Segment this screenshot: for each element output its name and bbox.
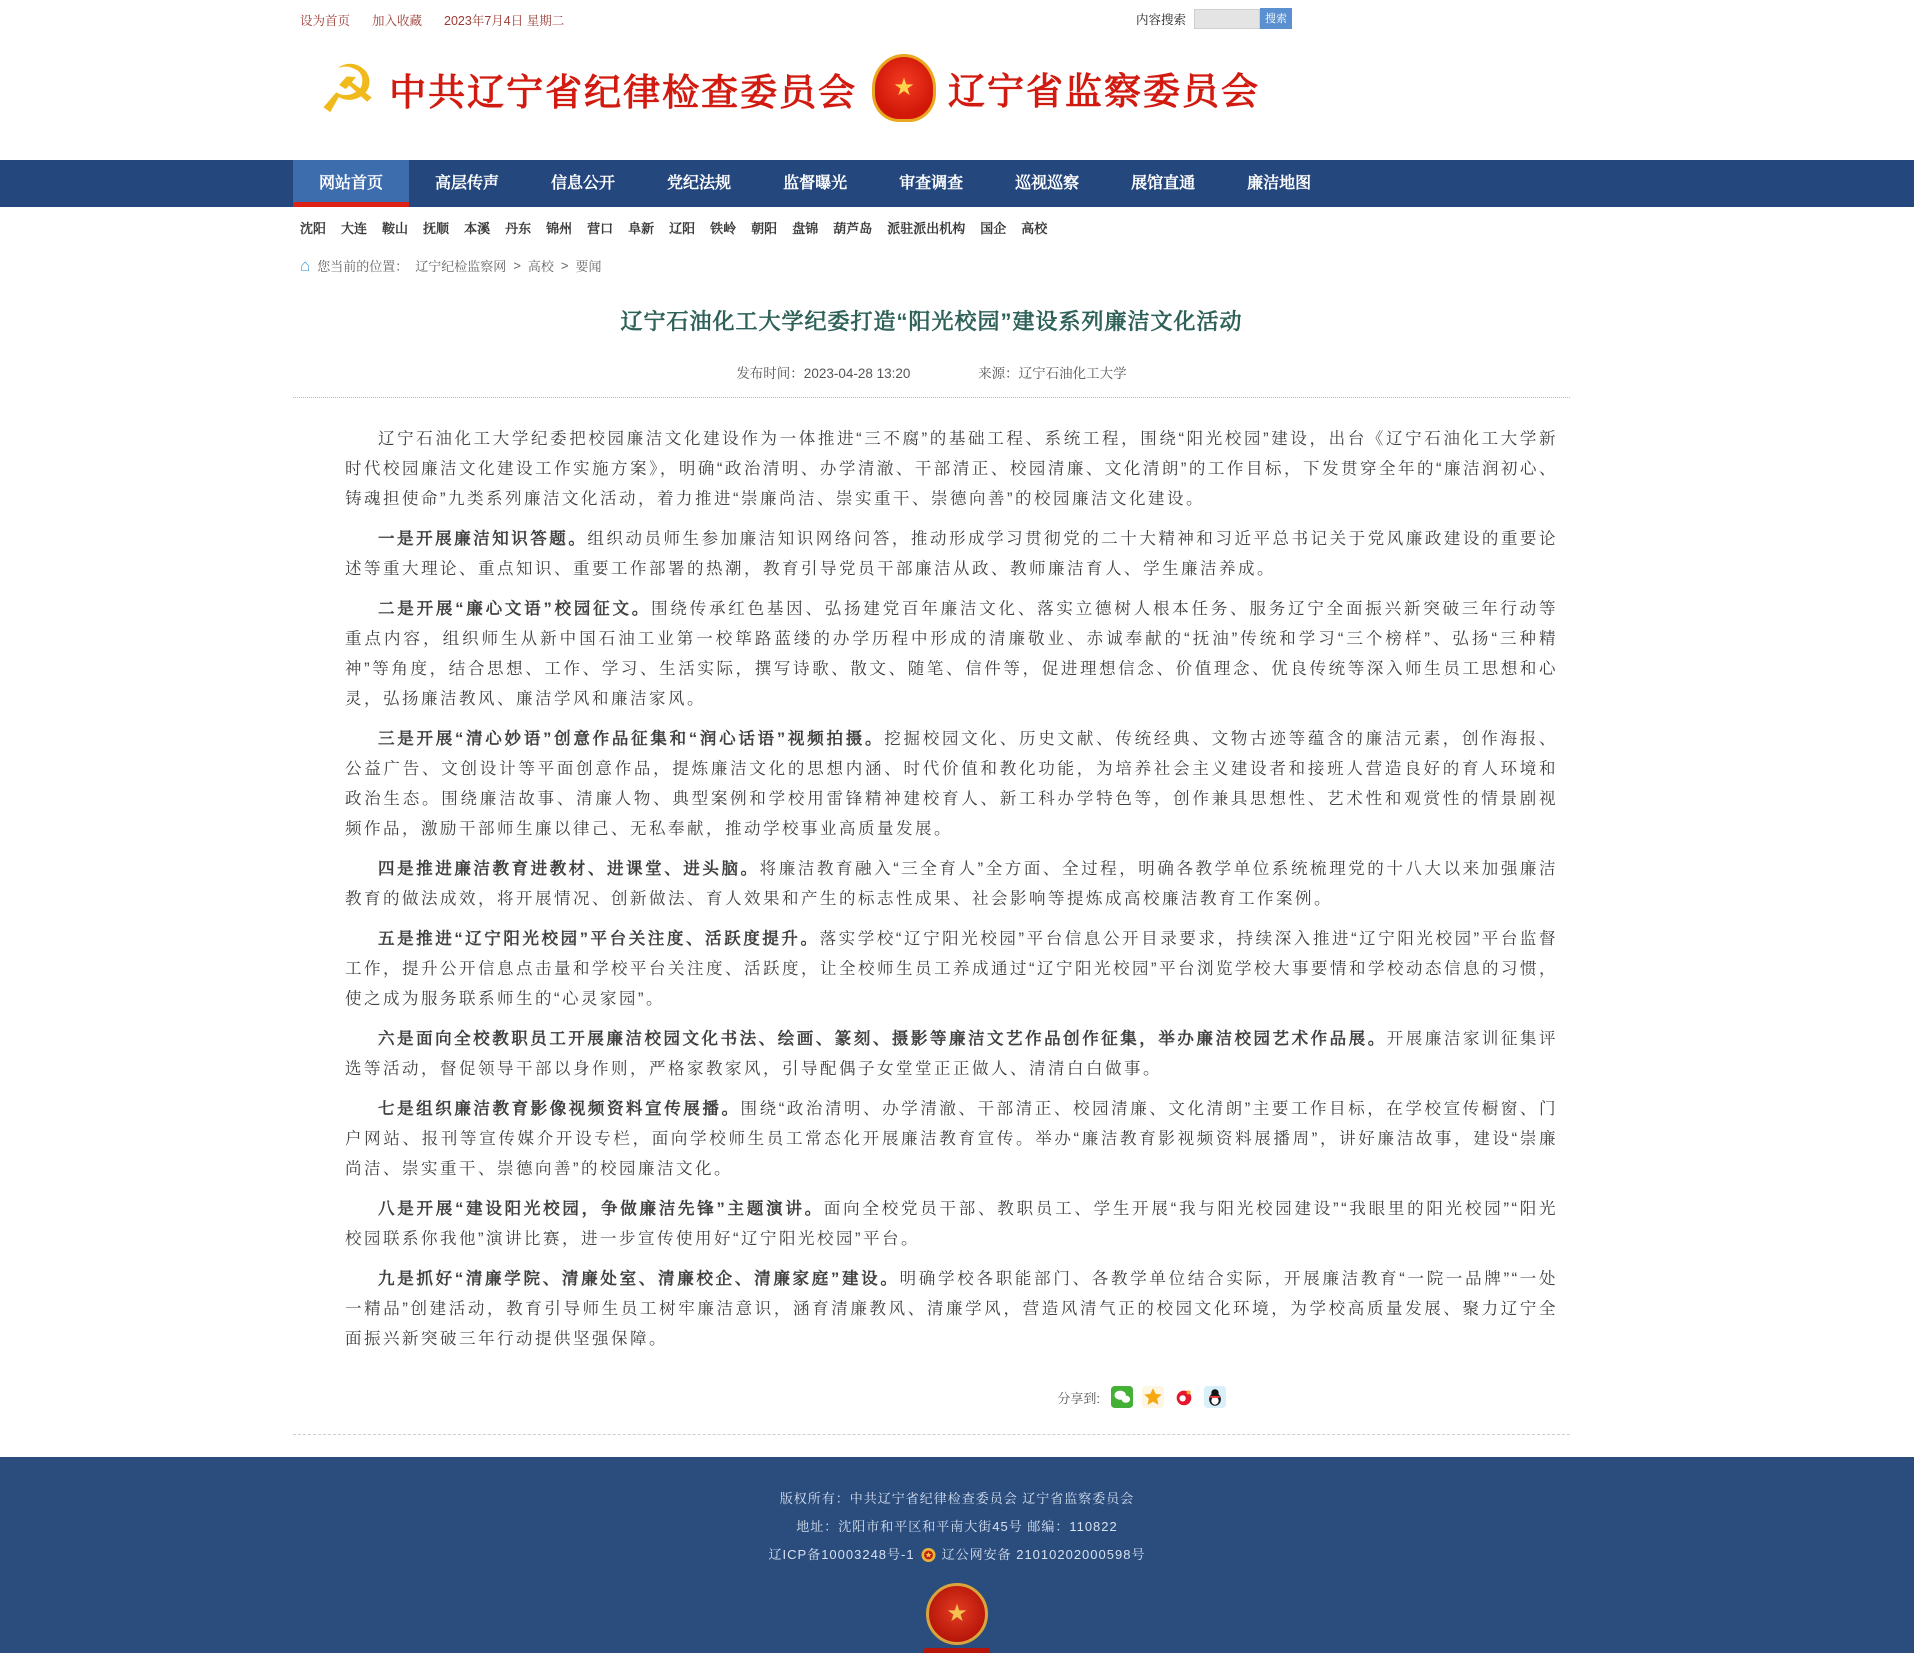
main-nav xyxy=(0,160,1914,207)
add-favorite-link[interactable]: 加入收藏 xyxy=(372,14,423,28)
footer-copyright: 版权所有：中共辽宁省纪律检查委员会 辽宁省监察委员会 xyxy=(779,1491,1135,1506)
search-button[interactable]: 搜索 xyxy=(1260,8,1292,29)
article-source: 来源：辽宁石油化工大学 xyxy=(978,366,1127,381)
article-container xyxy=(293,275,1570,1408)
police-filing-link[interactable]: 辽公网安备 21010202000598号 xyxy=(941,1547,1146,1562)
city-link[interactable]: 葫芦岛 xyxy=(833,221,873,236)
article-paragraph: 五是推进“辽宁阳光校园”平台关注度、活跃度提升。落实学校“辽宁阳光校园”平台信息公开目录要求，持续深入推进“辽宁阳光校园”平台监督工作，提升公开信息点击量和学校平台关注度、活跃度，让全校师生员工养成通过“辽宁阳光校园”平台浏览学校大事要情和学校动态信息的习惯，使之成为服务联系师生的“心灵家园”。 xyxy=(345,930,1559,1008)
nav-item[interactable]: 展馆直通 xyxy=(1131,175,1196,192)
city-link[interactable]: 国企 xyxy=(980,221,1007,236)
search-input[interactable] xyxy=(1194,9,1260,29)
publish-time: 发布时间：2023-04-28 13:20 xyxy=(736,366,911,381)
city-link[interactable]: 丹东 xyxy=(505,221,532,236)
breadcrumb-site-link[interactable]: 辽宁纪检监察网 xyxy=(415,259,507,274)
city-link[interactable]: 鞍山 xyxy=(382,221,409,236)
city-link[interactable]: 辽阳 xyxy=(669,221,696,236)
city-link[interactable]: 阜新 xyxy=(628,221,655,236)
article-body xyxy=(293,398,1570,1354)
supervisory-commission-title: 辽宁省监察委员会 xyxy=(948,71,1260,112)
breadcrumb-separator: > xyxy=(513,258,521,273)
police-badge-icon xyxy=(921,1547,936,1563)
breadcrumb xyxy=(300,256,1914,275)
share-label: 分享到: xyxy=(1057,1390,1100,1406)
set-home-link[interactable]: 设为首页 xyxy=(300,14,351,28)
party-emblem-icon: ☭ xyxy=(318,52,378,126)
nav-item[interactable]: 监督曝光 xyxy=(783,175,848,192)
city-link[interactable]: 营口 xyxy=(587,221,614,236)
search-label: 内容搜索 xyxy=(1136,12,1187,27)
national-emblem-icon: ★ xyxy=(872,54,936,122)
weibo-share-icon[interactable] xyxy=(1173,1386,1195,1408)
article-paragraph: 二是开展“廉心文语”校园征文。围绕传承红色基因、弘扬建党百年廉洁文化、落实立德树人根本任务、服务辽宁全面振兴新突破三年行动等重点内容，组织师生从新中国石油工业第一校筚路蓝缕的办学历程中形成的清廉敬业、赤诚奉献的“抚油”传统和学习“三个榜样”、弘扬“三种精神”等角度，结合思想、工作、学习、生活实际，撰写诗歌、散文、随笔、信件等，促进理想信念、价值理念、优良传统等深入师生员工思想和心灵，弘扬廉洁教风、廉洁学风和廉洁家风。 xyxy=(345,600,1559,708)
nav-item[interactable]: 信息公开 xyxy=(551,175,616,192)
discipline-commission-title: 中共辽宁省纪律检查委员会 xyxy=(389,72,858,113)
city-link[interactable]: 派驻派出机构 xyxy=(887,221,966,236)
nav-item[interactable]: 党纪法规 xyxy=(667,175,732,192)
current-date: 2023年7月4日 星期二 xyxy=(444,14,565,28)
article-paragraph: 三是开展“清心妙语”创意作品征集和“润心话语”视频拍摄。挖掘校园文化、历史文献、传统经典、文物古迹等蕴含的廉洁元素，创作海报、公益广告、文创设计等平面创意作品，提炼廉洁文化的思想内涵、时代价值和教化功能，为培养社会主义建设者和接班人营造良好的育人环境和政治生态。围绕廉洁故事、清廉人物、典型案例和学校用雷锋精神建校育人、新工科办学特色等，创作兼具思想性、艺术性和观赏性的情景剧视频作品，激励干部师生廉以律己、无私奉献，推动学校事业高质量发展。 xyxy=(345,730,1559,838)
article-paragraph: 八是开展“建设阳光校园，争做廉洁先锋”主题演讲。面向全校党员干部、教职员工、学生开展“我与阳光校园建设”“我眼里的阳光校园”“阳光校园联系你我他”演讲比赛，进一步宣传使用好“辽宁阳光校园”平台。 xyxy=(345,1200,1559,1248)
nav-item[interactable]: 廉洁地图 xyxy=(1247,175,1312,192)
topbar xyxy=(0,0,1914,36)
city-link[interactable]: 抚顺 xyxy=(423,221,450,236)
city-link[interactable]: 锦州 xyxy=(546,221,573,236)
footer xyxy=(0,1457,1914,1653)
breadcrumb-page-link[interactable]: 要闻 xyxy=(575,259,602,274)
search-box xyxy=(1136,8,1292,29)
city-link[interactable]: 大连 xyxy=(341,221,368,236)
qq-share-icon[interactable] xyxy=(1204,1386,1226,1408)
city-link[interactable]: 高校 xyxy=(1021,221,1048,236)
city-subnav xyxy=(300,207,1914,246)
icp-link[interactable]: 辽ICP备10003248号-1 xyxy=(768,1547,915,1562)
article-paragraph: 六是面向全校教职员工开展廉洁校园文化书法、绘画、篆刻、摄影等廉洁文艺作品创作征集，举办廉洁校园艺术作品展。开展廉洁家训征集评选等活动，督促领导干部以身作则，严格家教家风，引导配偶子女堂堂正正做人、清清白白做事。 xyxy=(345,1030,1559,1078)
badge-ribbon xyxy=(924,1648,990,1653)
footer-separator xyxy=(293,1434,1570,1435)
breadcrumb-prefix: 您当前的位置： xyxy=(317,259,409,274)
home-icon: ⌂ xyxy=(300,256,311,275)
article-paragraph: 辽宁石油化工大学纪委把校园廉洁文化建设作为一体推进“三不腐”的基础工程、系统工程，围绕“阳光校园”建设，出台《辽宁石油化工大学新时代校园廉洁文化建设工作实施方案》，明确“政治清明、办学清澈、干部清正、校园清廉、文化清朗”的工作目标，下发贯穿全年的“廉洁润初心、铸魂担使命”九类系列廉洁文化活动，着力推进“崇廉尚洁、崇实重干、崇德向善”的校园廉洁文化建设。 xyxy=(345,430,1558,508)
nav-item[interactable]: 审查调查 xyxy=(899,175,964,192)
header xyxy=(0,36,1914,160)
article-meta xyxy=(293,362,1570,398)
nav-item[interactable]: 网站首页 xyxy=(293,160,409,207)
article-paragraph: 四是推进廉洁教育进教材、进课堂、进头脑。将廉洁教育融入“三全育人”全方面、全过程，明确各教学单位系统梳理党的十八大以来加强廉洁教育的做法成效，将开展情况、创新做法、育人效果和产生的标志性成果、社会影响等提炼成高校廉洁教育工作案例。 xyxy=(345,860,1559,908)
discipline-commission-logo-group xyxy=(318,54,857,124)
breadcrumb-separator: > xyxy=(560,258,569,273)
article-title: 辽宁石油化工大学纪委打造“阳光校园”建设系列廉洁文化活动 xyxy=(620,309,1243,334)
city-link[interactable]: 沈阳 xyxy=(300,221,327,236)
qzone-share-icon[interactable] xyxy=(1142,1386,1164,1408)
article-paragraph: 一是开展廉洁知识答题。组织动员师生参加廉洁知识网络问答，推动形成学习贯彻党的二十大精神和习近平总书记关于党风廉政建设的重要论述等重大理论、重点知识、重要工作部署的热潮，教育引导党员干部廉洁从政、教师廉洁育人、学生廉洁养成。 xyxy=(345,530,1559,578)
article-paragraph: 九是抓好“清廉学院、清廉处室、清廉校企、清廉家庭”建设。明确学校各职能部门、各教学单位结合实际，开展廉洁教育“一院一品牌”“一处一精品”创建活动，教育引导师生员工树牢廉洁意识，涵育清廉教风、清廉学风，营造风清气正的校园文化环境，为学校高质量发展、聚力辽宁全面振兴新突破三年行动提供坚强保障。 xyxy=(345,1270,1559,1348)
city-link[interactable]: 朝阳 xyxy=(751,221,778,236)
supervisory-commission-logo-group xyxy=(872,54,1260,122)
breadcrumb-section-link[interactable]: 高校 xyxy=(527,259,554,274)
footer-address: 地址：沈阳市和平区和平南大街45号 邮编：110822 xyxy=(796,1519,1118,1534)
article-paragraph: 七是组织廉洁教育影像视频资料宣传展播。围绕“政治清明、办学清澈、干部清正、校园清廉、文化清朗”主要工作目标，在学校宣传橱窗、门户网站、报刊等宣传媒介开设专栏，面向学校师生员工常态化开展廉洁教育宣传。举办“廉洁教育影视频资料展播周”，讲好廉洁故事，建设“崇廉尚洁、崇实重干、崇德向善”的校园廉洁文化。 xyxy=(345,1100,1559,1178)
nav-item[interactable]: 高层传声 xyxy=(435,175,500,192)
discipline-inspection-badge-icon: ★ xyxy=(926,1583,988,1645)
city-link[interactable]: 盘锦 xyxy=(792,221,819,236)
city-link[interactable]: 铁岭 xyxy=(710,221,737,236)
wechat-share-icon[interactable] xyxy=(1111,1386,1133,1408)
share-row xyxy=(293,1364,1570,1408)
city-link[interactable]: 本溪 xyxy=(464,221,491,236)
nav-item[interactable]: 巡视巡察 xyxy=(1015,175,1080,192)
